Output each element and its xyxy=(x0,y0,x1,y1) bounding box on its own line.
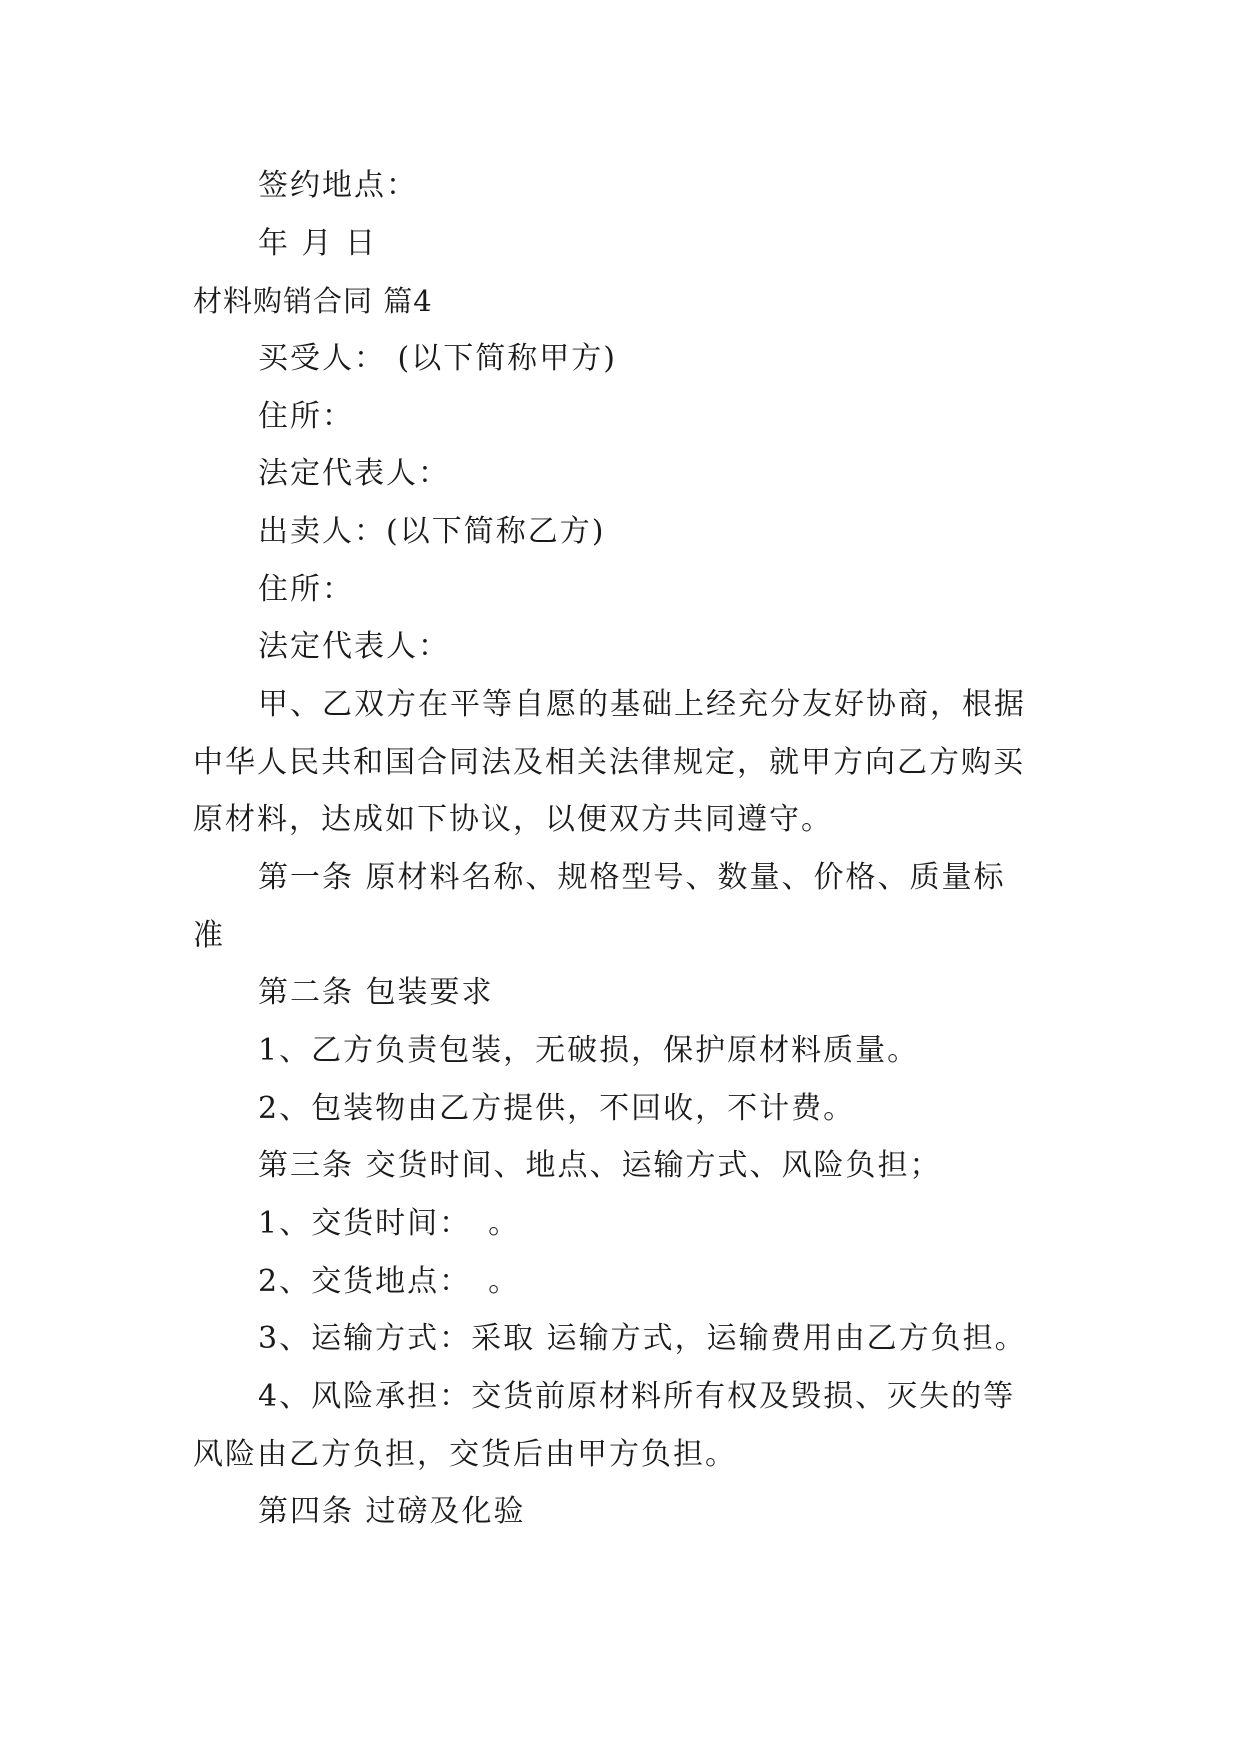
article-1-heading-cont: 准 xyxy=(193,918,225,953)
date-line: 年 月 日 xyxy=(258,226,378,261)
buyer-representative-line: 法定代表人： xyxy=(258,456,450,491)
seller-address-line: 住所： xyxy=(258,572,354,607)
article-3-item-1: 1、交货时间： 。 xyxy=(258,1206,521,1241)
article-3-item-4: 4、风险承担：交货前原材料所有权及毁损、灭失的等 xyxy=(258,1379,1016,1414)
article-4-heading: 第四条 过磅及化验 xyxy=(258,1494,526,1529)
article-3-heading: 第三条 交货时间、地点、运输方式、风险负担； xyxy=(258,1148,942,1183)
article-2-item-2: 2、包装物由乙方提供，不回收，不计费。 xyxy=(258,1091,856,1126)
article-1-heading: 第一条 原材料名称、规格型号、数量、价格、质量标 xyxy=(258,860,1006,895)
seller-line: 出卖人：(以下简称乙方) xyxy=(258,514,606,549)
preamble-line-3: 原材料，达成如下协议，以便双方共同遵守。 xyxy=(193,802,833,837)
seller-representative-line: 法定代表人： xyxy=(258,629,450,664)
article-3-item-2: 2、交货地点： 。 xyxy=(258,1264,521,1299)
preamble-line-2: 中华人民共和国合同法及相关法律规定，就甲方向乙方购买 xyxy=(193,745,1025,780)
article-3-item-3: 3、运输方式：采取 运输方式，运输费用由乙方负担。 xyxy=(258,1321,1027,1356)
preamble-line-1: 甲、乙双方在平等自愿的基础上经充分友好协商，根据 xyxy=(258,687,1026,722)
signing-place-line: 签约地点： xyxy=(258,168,418,203)
buyer-address-line: 住所： xyxy=(258,399,354,434)
section-title: 材料购销合同 篇4 xyxy=(193,284,433,318)
buyer-line: 买受人： (以下简称甲方) xyxy=(258,341,617,376)
article-2-heading: 第二条 包装要求 xyxy=(258,975,494,1010)
article-2-item-1: 1、乙方负责包装，无破损，保护原材料质量。 xyxy=(258,1033,920,1068)
article-3-item-4-cont: 风险由乙方负担，交货后由甲方负担。 xyxy=(193,1437,737,1472)
